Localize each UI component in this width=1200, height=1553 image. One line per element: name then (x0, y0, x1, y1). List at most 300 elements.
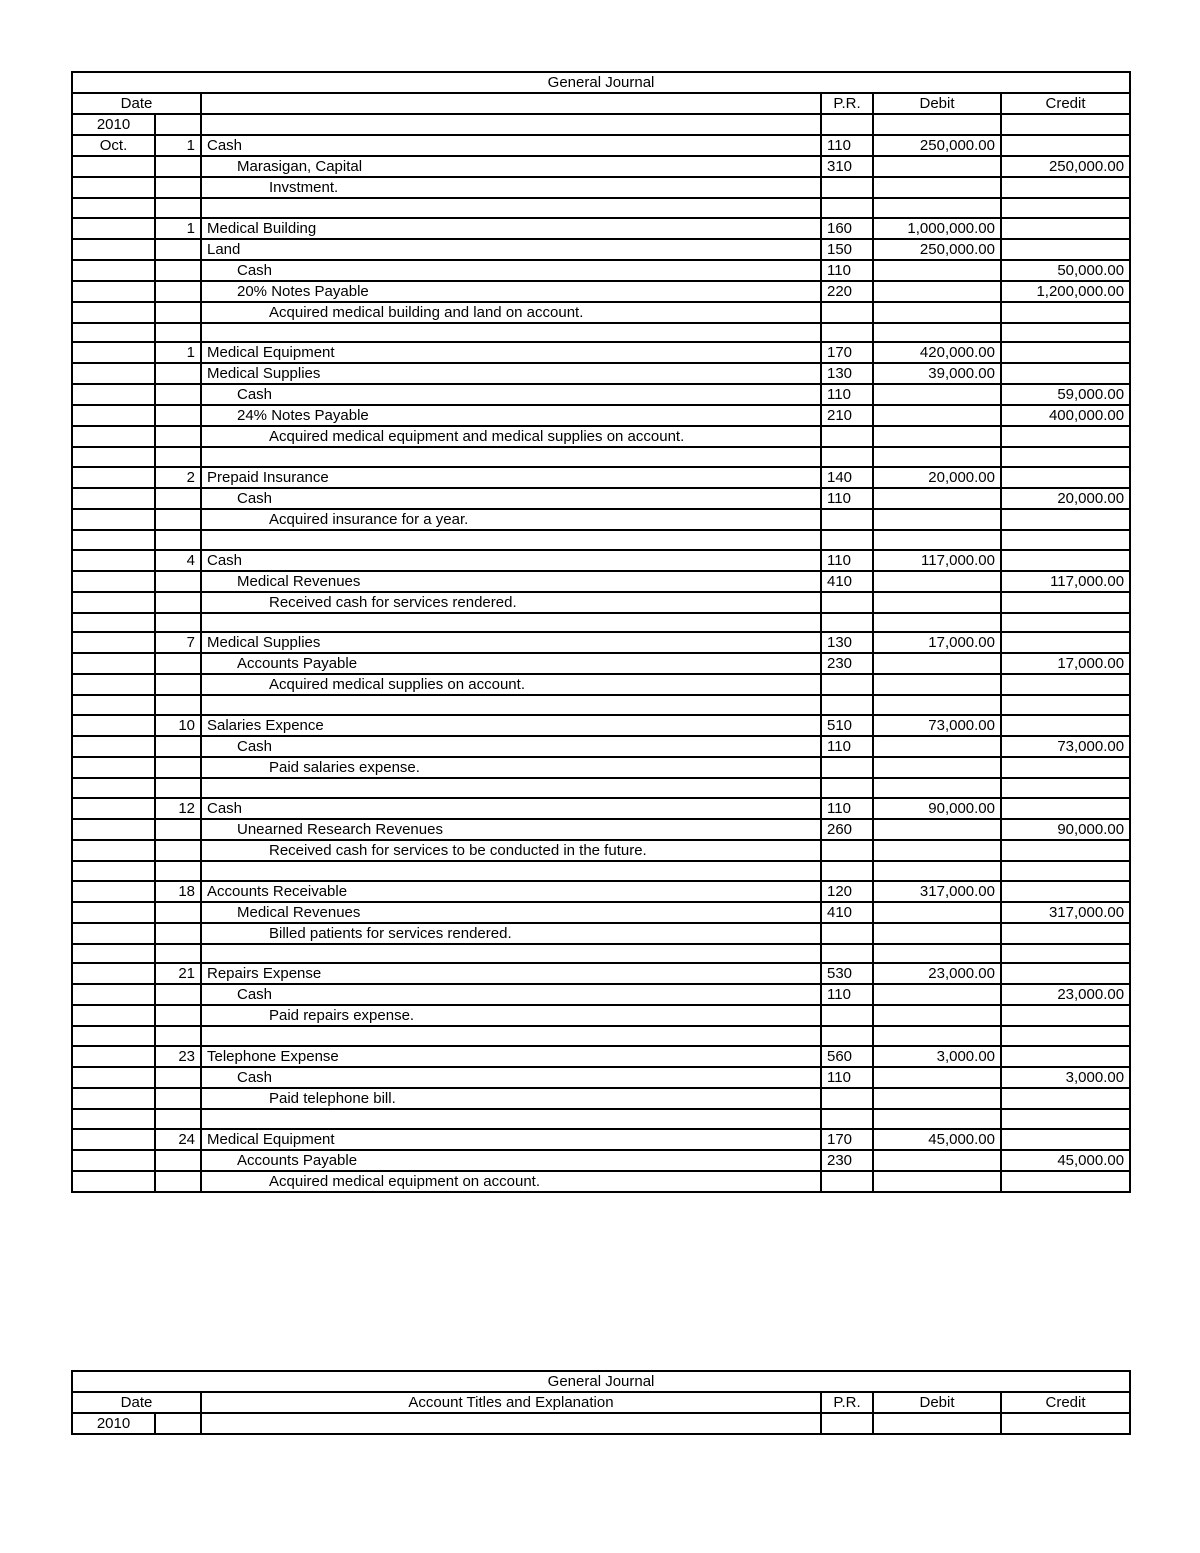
month-cell (72, 1088, 155, 1109)
table-row (72, 260, 1130, 281)
day-cell (155, 260, 201, 281)
account-cell (201, 177, 821, 198)
credit-cell (1001, 218, 1130, 239)
account-cell (201, 674, 821, 695)
pr-cell (821, 1026, 873, 1046)
pr-cell: 110 (821, 984, 873, 1005)
debit-cell (873, 674, 1001, 695)
account-cell: Medical Supplies (201, 632, 821, 653)
account-cell (201, 1171, 821, 1192)
debit-cell: 23,000.00 (873, 963, 1001, 984)
day-cell (155, 509, 201, 530)
month-cell (72, 302, 155, 323)
debit-cell (873, 384, 1001, 405)
month-cell (72, 571, 155, 592)
account-cell (201, 592, 821, 613)
debit-cell (873, 114, 1001, 135)
debit-cell (873, 902, 1001, 923)
day-cell (155, 447, 201, 467)
debit-cell: 3,000.00 (873, 1046, 1001, 1067)
day-cell (155, 1171, 201, 1192)
pr-cell (821, 509, 873, 530)
account-cell: Accounts Receivable (201, 881, 821, 902)
account-text: Medical Revenues (237, 572, 361, 590)
account-cell (201, 757, 821, 778)
debit-cell (873, 1067, 1001, 1088)
day-cell (155, 674, 201, 695)
credit-cell (1001, 114, 1130, 135)
debit-cell: 90,000.00 (873, 798, 1001, 819)
month-cell (72, 1005, 155, 1026)
credit-cell (1001, 302, 1130, 323)
month-cell (72, 405, 155, 426)
table-row (72, 342, 1130, 363)
pr-cell (821, 757, 873, 778)
general-journal-table (71, 71, 1131, 1193)
month-cell (72, 1150, 155, 1171)
account-text: Paid repairs expense. (269, 1007, 415, 1025)
table-row (72, 135, 1130, 156)
pr-cell (821, 923, 873, 944)
debit-cell (873, 198, 1001, 218)
account-cell (201, 1067, 821, 1088)
credit-cell: 317,000.00 (1001, 902, 1130, 923)
debit-cell (873, 778, 1001, 798)
account-cell (201, 509, 821, 530)
month-cell (72, 363, 155, 384)
credit-cell (1001, 861, 1130, 881)
account-cell: Medical Equipment (201, 1129, 821, 1150)
account-text: Medical Revenues (237, 903, 361, 921)
debit-cell (873, 736, 1001, 757)
pr-cell (821, 447, 873, 467)
account-cell (201, 736, 821, 757)
month-cell (72, 944, 155, 964)
debit-cell: 117,000.00 (873, 550, 1001, 571)
account-text: Acquired medical equipment and medical supplies on account. (269, 428, 685, 446)
day-cell: 1 (155, 135, 201, 156)
day-cell: 4 (155, 550, 201, 571)
day-cell (155, 198, 201, 218)
credit-cell (1001, 840, 1130, 861)
month-cell (72, 239, 155, 260)
debit-cell: 420,000.00 (873, 342, 1001, 363)
account-cell (201, 1109, 821, 1129)
debit-cell: 73,000.00 (873, 715, 1001, 736)
account-text: Acquired medical building and land on account. (269, 303, 584, 321)
month-cell (72, 840, 155, 861)
account-cell: Medical Supplies (201, 363, 821, 384)
month-cell (72, 757, 155, 778)
table-row (72, 632, 1130, 653)
account-cell (201, 1005, 821, 1026)
account-cell (201, 571, 821, 592)
credit-header: Credit (1001, 1392, 1130, 1413)
month-cell (72, 632, 155, 653)
pr-cell: 410 (821, 571, 873, 592)
pr-cell: 210 (821, 405, 873, 426)
credit-cell (1001, 550, 1130, 571)
table-row (72, 819, 1130, 840)
debit-cell: 20,000.00 (873, 467, 1001, 488)
month-cell (72, 798, 155, 819)
day-cell (155, 1088, 201, 1109)
table-row (72, 302, 1130, 323)
credit-cell (1001, 363, 1130, 384)
credit-cell (1001, 778, 1130, 798)
day-cell (155, 302, 201, 323)
month-cell (72, 592, 155, 613)
credit-cell: 400,000.00 (1001, 405, 1130, 426)
table-row (72, 1150, 1130, 1171)
account-cell (201, 1413, 821, 1434)
month-cell (72, 1046, 155, 1067)
pr-cell: 110 (821, 736, 873, 757)
account-cell: Cash (201, 798, 821, 819)
table-row (72, 613, 1130, 633)
debit-cell (873, 923, 1001, 944)
table-row (72, 881, 1130, 902)
debit-cell (873, 1109, 1001, 1129)
account-cell (201, 778, 821, 798)
credit-cell: 23,000.00 (1001, 984, 1130, 1005)
debit-cell (873, 1088, 1001, 1109)
account-cell (201, 840, 821, 861)
month-cell (72, 715, 155, 736)
debit-cell (873, 819, 1001, 840)
month-cell (72, 550, 155, 571)
table-row (72, 550, 1130, 571)
day-cell (155, 923, 201, 944)
pr-cell (821, 1088, 873, 1109)
credit-cell (1001, 757, 1130, 778)
day-cell (155, 757, 201, 778)
credit-cell (1001, 426, 1130, 447)
day-cell (155, 653, 201, 674)
day-cell (155, 323, 201, 343)
date-header: Date (72, 93, 201, 114)
debit-cell (873, 156, 1001, 177)
pr-cell: 510 (821, 715, 873, 736)
debit-cell (873, 653, 1001, 674)
day-cell (155, 114, 201, 135)
month-cell (72, 963, 155, 984)
pr-cell: 110 (821, 135, 873, 156)
pr-cell: 150 (821, 239, 873, 260)
account-cell (201, 281, 821, 302)
account-text: Marasigan, Capital (237, 158, 363, 175)
day-cell (155, 281, 201, 302)
pr-cell: 130 (821, 363, 873, 384)
credit-cell: 1,200,000.00 (1001, 281, 1130, 302)
credit-cell (1001, 1109, 1130, 1129)
month-cell (72, 156, 155, 177)
day-cell (155, 695, 201, 715)
pr-cell (821, 1171, 873, 1192)
debit-cell: 317,000.00 (873, 881, 1001, 902)
credit-cell (1001, 798, 1130, 819)
month-cell (72, 923, 155, 944)
debit-cell (873, 1026, 1001, 1046)
journal-title: General Journal (72, 72, 1130, 93)
pr-cell: 560 (821, 1046, 873, 1067)
debit-header: Debit (873, 1392, 1001, 1413)
pr-cell (821, 861, 873, 881)
table-row (72, 1109, 1130, 1129)
month-cell (72, 447, 155, 467)
table-row (72, 571, 1130, 592)
account-cell (201, 944, 821, 964)
table-row (72, 944, 1130, 964)
credit-cell (1001, 1129, 1130, 1150)
table-row (72, 1067, 1130, 1088)
debit-cell (873, 613, 1001, 633)
month-cell (72, 674, 155, 695)
table-row (72, 653, 1130, 674)
account-cell (201, 156, 821, 177)
account-cell (201, 1088, 821, 1109)
table-row (72, 902, 1130, 923)
table-row (72, 198, 1130, 218)
account-text: Billed patients for services rendered. (269, 924, 512, 942)
day-cell (155, 426, 201, 447)
account-cell (201, 426, 821, 447)
account-cell: Repairs Expense (201, 963, 821, 984)
debit-cell (873, 323, 1001, 343)
pr-cell (821, 426, 873, 447)
account-cell (201, 902, 821, 923)
credit-cell (1001, 881, 1130, 902)
account-cell (201, 653, 821, 674)
pr-cell: 410 (821, 902, 873, 923)
account-cell (201, 695, 821, 715)
day-cell (155, 1109, 201, 1129)
account-cell: Telephone Expense (201, 1046, 821, 1067)
table-row (72, 984, 1130, 1005)
debit-cell: 250,000.00 (873, 239, 1001, 260)
pr-cell (821, 674, 873, 695)
table-row (72, 1005, 1130, 1026)
account-text: Cash (237, 738, 273, 756)
pr-cell: 160 (821, 218, 873, 239)
table-row (72, 323, 1130, 343)
debit-cell (873, 302, 1001, 323)
account-text: Cash (237, 1068, 273, 1086)
credit-cell: 250,000.00 (1001, 156, 1130, 177)
credit-cell (1001, 467, 1130, 488)
table-row (72, 239, 1130, 260)
table-row (72, 592, 1130, 613)
pr-cell (821, 944, 873, 964)
debit-cell: 250,000.00 (873, 135, 1001, 156)
credit-cell (1001, 239, 1130, 260)
pr-cell (821, 114, 873, 135)
pr-header: P.R. (821, 93, 873, 114)
debit-cell: 1,000,000.00 (873, 218, 1001, 239)
day-cell (155, 944, 201, 964)
day-cell (155, 530, 201, 550)
table-row (72, 405, 1130, 426)
debit-cell (873, 509, 1001, 530)
month-cell (72, 1067, 155, 1088)
header-row (72, 93, 1130, 114)
pr-cell: 140 (821, 467, 873, 488)
debit-cell (873, 1150, 1001, 1171)
month-cell (72, 613, 155, 633)
account-text: Received cash for services rendered. (269, 593, 517, 611)
table-row (72, 1046, 1130, 1067)
month-cell (72, 736, 155, 757)
pr-cell: 310 (821, 156, 873, 177)
table-row (72, 798, 1130, 819)
table-row (72, 363, 1130, 384)
table-row (72, 1171, 1130, 1192)
credit-cell (1001, 944, 1130, 964)
account-cell: Land (201, 239, 821, 260)
pr-cell: 120 (821, 881, 873, 902)
day-cell: 23 (155, 1046, 201, 1067)
journal-title-row (72, 1371, 1130, 1392)
pr-cell (821, 695, 873, 715)
table-row (72, 447, 1130, 467)
credit-header: Credit (1001, 93, 1130, 114)
account-text: Invstment. (269, 179, 339, 196)
day-cell: 12 (155, 798, 201, 819)
table-row (72, 778, 1130, 798)
table-row (72, 426, 1130, 447)
pr-cell (821, 778, 873, 798)
credit-cell (1001, 963, 1130, 984)
table-row (72, 674, 1130, 695)
account-text: Accounts Payable (237, 655, 358, 673)
table-row (72, 715, 1130, 736)
credit-cell: 90,000.00 (1001, 819, 1130, 840)
account-cell (201, 984, 821, 1005)
month-cell (72, 323, 155, 343)
table-row (72, 281, 1130, 302)
pr-cell: 110 (821, 384, 873, 405)
account-cell: Medical Building (201, 218, 821, 239)
month-cell (72, 426, 155, 447)
credit-cell (1001, 592, 1130, 613)
account-text: Acquired medical equipment on account. (269, 1172, 540, 1190)
day-cell (155, 156, 201, 177)
day-cell (155, 819, 201, 840)
account-text: Received cash for services to be conducted in the future. (269, 841, 647, 859)
account-text: Unearned Research Revenues (237, 820, 443, 838)
table-row (72, 861, 1130, 881)
debit-header: Debit (873, 93, 1001, 114)
account-cell (201, 384, 821, 405)
pr-cell (821, 592, 873, 613)
debit-cell (873, 571, 1001, 592)
debit-cell (873, 447, 1001, 467)
account-cell (201, 923, 821, 944)
pr-cell (821, 1005, 873, 1026)
account-cell (201, 613, 821, 633)
account-cell (201, 114, 821, 135)
credit-cell: 117,000.00 (1001, 571, 1130, 592)
pr-cell: 110 (821, 260, 873, 281)
day-cell (155, 1413, 201, 1434)
pr-cell: 130 (821, 632, 873, 653)
table-row (72, 923, 1130, 944)
month-cell (72, 467, 155, 488)
day-cell (155, 861, 201, 881)
pr-cell: 230 (821, 1150, 873, 1171)
credit-cell: 73,000.00 (1001, 736, 1130, 757)
pr-cell (821, 198, 873, 218)
day-cell (155, 363, 201, 384)
debit-cell (873, 861, 1001, 881)
pr-header: P.R. (821, 1392, 873, 1413)
month-cell (72, 218, 155, 239)
month-cell (72, 281, 155, 302)
pr-cell (821, 613, 873, 633)
credit-cell (1001, 1046, 1130, 1067)
day-cell: 24 (155, 1129, 201, 1150)
day-cell: 7 (155, 632, 201, 653)
table-row (72, 488, 1130, 509)
debit-cell (873, 592, 1001, 613)
day-cell (155, 1005, 201, 1026)
pr-cell: 170 (821, 342, 873, 363)
month-cell (72, 509, 155, 530)
account-text: Cash (237, 261, 273, 279)
month-cell (72, 778, 155, 798)
header-row (72, 1392, 1130, 1413)
month-cell (72, 384, 155, 405)
table-row (72, 156, 1130, 177)
credit-cell (1001, 1171, 1130, 1192)
debit-cell (873, 1413, 1001, 1434)
month-cell (72, 1129, 155, 1150)
credit-cell: 59,000.00 (1001, 384, 1130, 405)
credit-cell (1001, 1026, 1130, 1046)
account-text: Acquired medical supplies on account. (269, 676, 525, 694)
day-cell (155, 1150, 201, 1171)
month-cell (72, 653, 155, 674)
month-cell (72, 819, 155, 840)
pr-cell: 170 (821, 1129, 873, 1150)
account-text: Acquired insurance for a year. (269, 511, 469, 529)
pr-cell (821, 530, 873, 550)
pr-cell (821, 1109, 873, 1129)
day-cell (155, 902, 201, 923)
pr-cell (821, 177, 873, 198)
day-cell (155, 1067, 201, 1088)
day-cell (155, 405, 201, 426)
month-cell (72, 177, 155, 198)
debit-cell (873, 488, 1001, 509)
day-cell (155, 384, 201, 405)
credit-cell (1001, 1088, 1130, 1109)
month-cell (72, 1171, 155, 1192)
month-cell (72, 530, 155, 550)
pr-cell (821, 840, 873, 861)
account-cell (201, 1026, 821, 1046)
day-cell (155, 840, 201, 861)
credit-cell (1001, 923, 1130, 944)
account-cell (201, 302, 821, 323)
account-cell (201, 1150, 821, 1171)
credit-cell: 20,000.00 (1001, 488, 1130, 509)
account-text: Paid telephone bill. (269, 1089, 396, 1107)
credit-cell (1001, 1413, 1130, 1434)
day-cell (155, 239, 201, 260)
account-cell (201, 405, 821, 426)
year-cell: 2010 (72, 1413, 155, 1434)
